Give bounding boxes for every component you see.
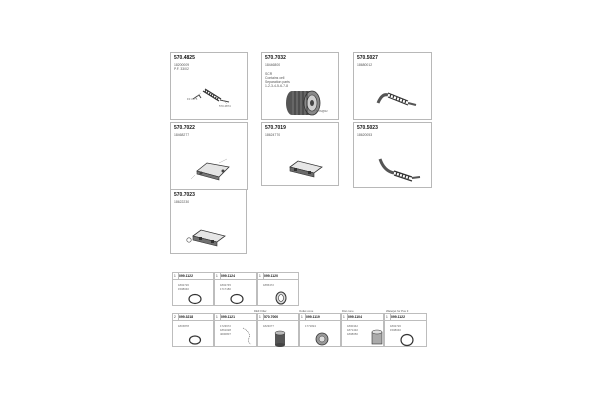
part-ref: 1717180 xyxy=(220,287,231,291)
note-line: Separation parts xyxy=(265,80,290,84)
part-card xyxy=(261,122,339,186)
part-quantity: 1 xyxy=(386,315,388,319)
part-number: 570.4825 xyxy=(174,55,195,61)
clamp-ring-icon xyxy=(187,293,203,305)
group-label: Waterjet for Pos 3 xyxy=(386,309,409,313)
part-ref: 1723672 xyxy=(220,324,231,328)
note-line: Contains cell xyxy=(265,76,285,80)
clamp-ring-icon xyxy=(399,333,415,347)
callout-label: F0 4775 xyxy=(187,97,198,101)
part-number: 570.7032 xyxy=(265,55,286,61)
part-ref: 1508040 xyxy=(390,328,401,332)
small-part-box xyxy=(214,272,257,306)
part-ref: 1508040 xyxy=(178,287,189,291)
part-number: 570.7019 xyxy=(265,125,286,131)
part-quantity: 1 xyxy=(301,315,303,319)
part-card xyxy=(170,122,248,190)
part-ref: 18624770 xyxy=(265,133,281,137)
small-part-box xyxy=(384,313,427,347)
part-ref: 1861028 xyxy=(220,328,231,332)
part-card xyxy=(353,122,432,188)
part-ref: 1815878 xyxy=(178,324,189,328)
silencer-box-illustration xyxy=(189,153,235,185)
part-quantity: 2 xyxy=(174,315,176,319)
note-line: SCR xyxy=(265,72,273,76)
bent-pipe-illustration xyxy=(372,79,420,115)
part-ref: 18446800 xyxy=(265,63,281,67)
part-number: 570.7022 xyxy=(174,125,195,131)
part-ref: 1808050 xyxy=(347,332,358,336)
part-ref: 1771824 xyxy=(305,324,316,328)
part-ref: 1802726 xyxy=(178,283,189,287)
part-number: 570.7023 xyxy=(174,192,195,198)
part-ref: 18468277 xyxy=(174,133,190,137)
part-card xyxy=(170,189,247,254)
part-number: 570.5027 xyxy=(357,55,378,61)
part-number: 099.3218 xyxy=(179,315,194,319)
part-quantity: 1 xyxy=(216,315,218,319)
outlet-cone-icon xyxy=(314,331,330,347)
part-quantity: 1 xyxy=(259,274,261,278)
part-ref: 1802745 xyxy=(220,283,231,287)
small-part-box xyxy=(214,313,257,347)
small-part-box xyxy=(341,313,384,347)
scr-catalyst-illustration xyxy=(282,85,326,119)
part-ref: 1800342 xyxy=(347,324,358,328)
part-ref: 1823077 xyxy=(263,324,274,328)
callout-label: 570.4874 xyxy=(219,104,231,108)
part-number: 099.1121 xyxy=(221,315,235,319)
small-part-box xyxy=(172,313,214,347)
part-ref: 1865472 xyxy=(263,283,274,287)
curved-pipe-illustration xyxy=(372,147,424,187)
part-quantity: 1 xyxy=(343,315,345,319)
distributor-cone-icon xyxy=(370,329,384,347)
part-card xyxy=(261,52,339,120)
part-number: 099.1122 xyxy=(391,315,405,319)
part-ref: 4000807 xyxy=(220,332,231,336)
silencer-box-illustration xyxy=(183,218,233,250)
clamp-ring-icon xyxy=(187,334,203,346)
note-line: 1-2-3-4-5-6-7-8 xyxy=(265,84,288,88)
sensor-wire-icon xyxy=(241,326,255,346)
part-number: 099.1124 xyxy=(221,274,235,278)
group-label: Dist cone xyxy=(342,309,354,313)
part-number: 099.1120 xyxy=(264,274,278,278)
part-number: 570.7000 xyxy=(264,315,279,319)
small-part-box xyxy=(299,313,341,347)
clamp-ring-icon xyxy=(229,293,245,305)
part-quantity: 1 xyxy=(174,274,176,278)
part-ref: 1802726 xyxy=(390,324,401,328)
part-number: 099.1119 xyxy=(306,315,320,319)
callout-label: 570.6832 xyxy=(316,109,328,113)
gasket-icon xyxy=(274,291,288,305)
group-label: Outlet cone xyxy=(299,309,314,313)
part-number: 099.1104 xyxy=(348,315,362,319)
part-ref: 18622230 xyxy=(174,200,190,204)
part-ref: 1871432 xyxy=(347,328,358,332)
part-ref: 18620053 xyxy=(357,133,373,137)
part-ref: P.F. 33/02 xyxy=(174,67,189,71)
part-number: 099.1122 xyxy=(179,274,193,278)
group-label: DEF Filter xyxy=(254,309,267,313)
part-quantity: 1 xyxy=(216,274,218,278)
part-ref: 18200009 xyxy=(174,63,190,67)
part-ref: 18680012 xyxy=(357,63,373,67)
part-number: 570.5023 xyxy=(357,125,378,131)
part-quantity: 1 xyxy=(259,315,261,319)
part-card xyxy=(170,52,248,120)
small-part-box xyxy=(257,272,299,306)
part-card xyxy=(353,52,432,120)
small-part-box xyxy=(172,272,214,306)
dpf-filter-icon xyxy=(272,330,288,348)
silencer-box-illustration xyxy=(284,153,328,183)
small-part-box xyxy=(257,313,299,347)
